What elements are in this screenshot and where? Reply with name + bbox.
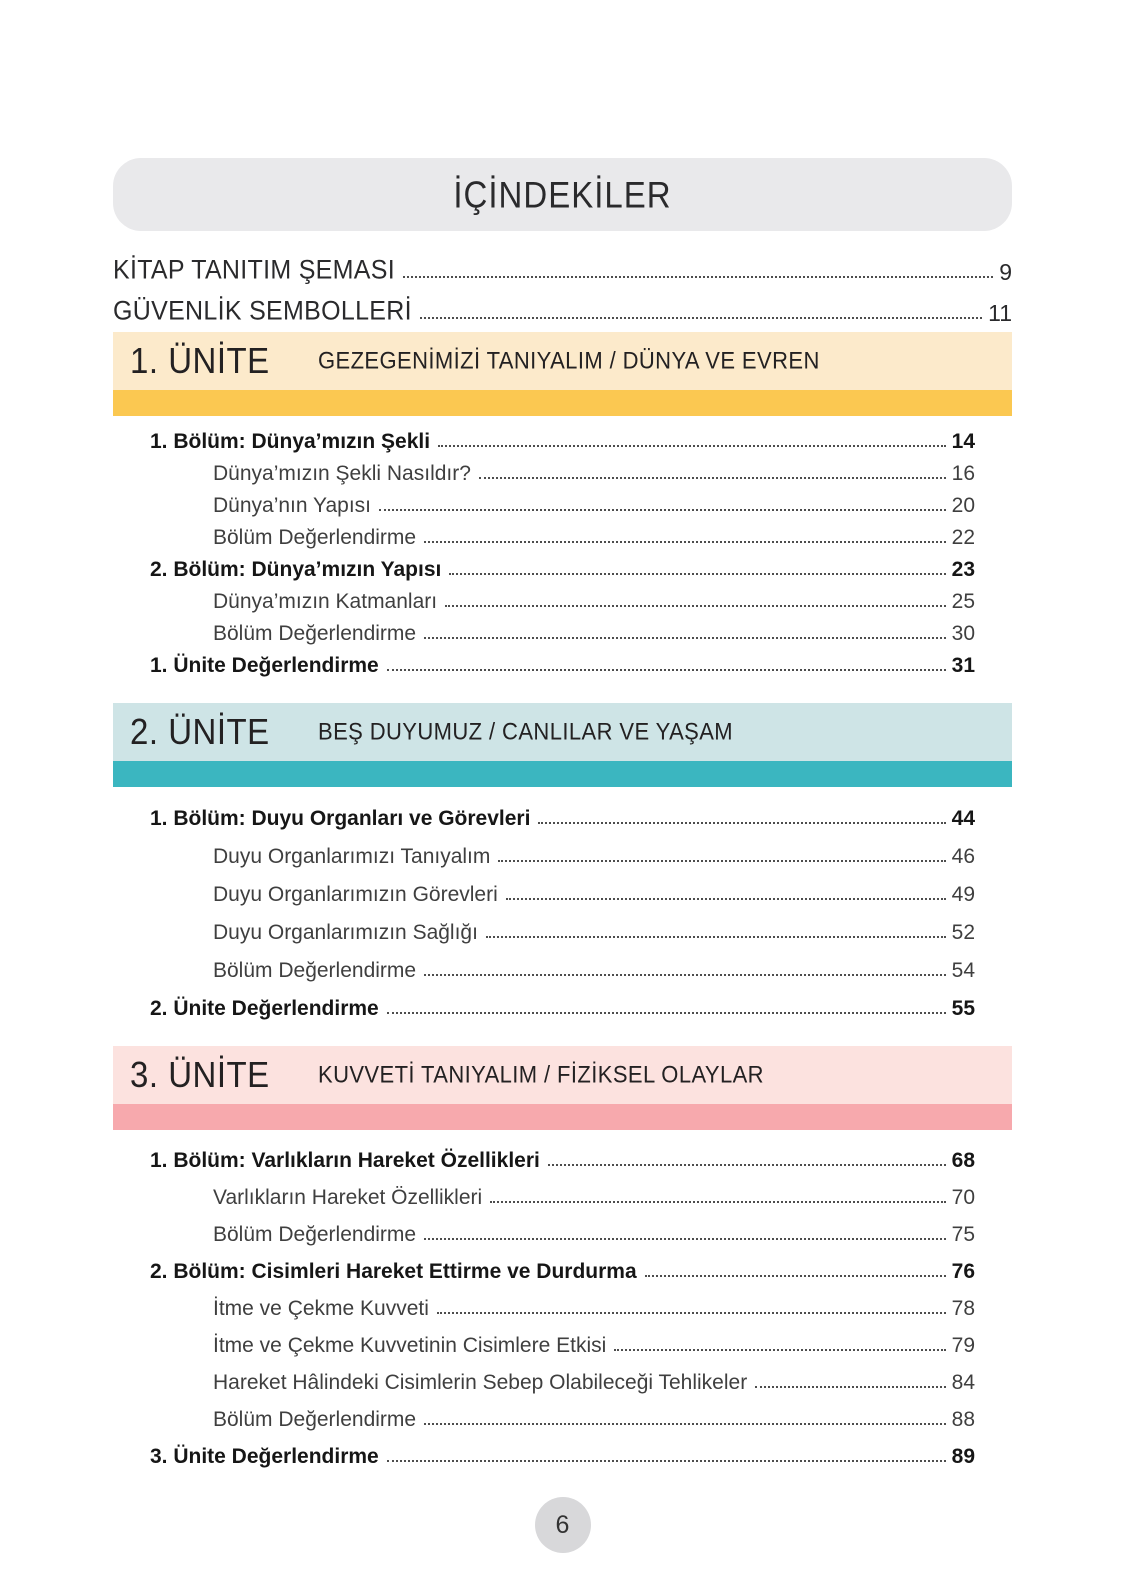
dotted-leader bbox=[420, 317, 982, 319]
unit-section bbox=[113, 703, 1012, 1021]
toc-entry-label: Dünya’mızın Katmanları bbox=[213, 589, 438, 613]
unit-number-label: 2. ÜNİTE bbox=[130, 711, 270, 752]
dotted-leader bbox=[445, 605, 946, 607]
unit-accent-bar bbox=[113, 1104, 1012, 1130]
toc-entry-row bbox=[113, 244, 1012, 285]
dotted-leader bbox=[424, 637, 946, 639]
toc-entry-row bbox=[150, 1321, 975, 1358]
dotted-leader bbox=[387, 1012, 946, 1014]
toc-entry-label: 1. Bölüm: Dünya’mızın Şekli bbox=[150, 429, 431, 453]
toc-entry-page-number: 79 bbox=[951, 1333, 975, 1357]
toc-entry-label: Dünya’mızın Şekli Nasıldır? bbox=[213, 461, 471, 485]
toc-entry-label: Hareket Hâlindeki Cisimlerin Sebep Olabileceği Tehlikeler bbox=[213, 1370, 748, 1394]
toc-entry-row bbox=[150, 831, 975, 869]
page-number-badge bbox=[535, 1497, 591, 1553]
toc-entry-label: Bölüm Değerlendirme bbox=[213, 958, 417, 982]
unit-title: BEŞ DUYUMUZ / CANLILAR VE YAŞAM bbox=[318, 717, 734, 746]
toc-entry-row bbox=[150, 614, 975, 646]
unit-number-label: 1. ÜNİTE bbox=[130, 340, 270, 381]
dotted-leader bbox=[449, 573, 945, 575]
toc-entry-page-number: 25 bbox=[951, 589, 975, 613]
dotted-leader bbox=[387, 1460, 946, 1462]
toc-entry-label: Duyu Organlarımızı Tanıyalım bbox=[213, 844, 491, 868]
unit-title: KUVVETİ TANIYALIM / FİZİKSEL OLAYLAR bbox=[318, 1060, 764, 1089]
dotted-leader bbox=[403, 276, 993, 278]
toc-entry-label: Bölüm Değerlendirme bbox=[213, 525, 417, 549]
toc-entry-label: Duyu Organlarımızın Sağlığı bbox=[213, 920, 478, 944]
toc-entry-row bbox=[113, 285, 1012, 326]
toc-entry-row bbox=[150, 1247, 975, 1284]
toc-entry-page-number: 52 bbox=[951, 920, 975, 944]
toc-entry-label: 1. Ünite Değerlendirme bbox=[150, 653, 379, 677]
dotted-leader bbox=[498, 860, 945, 862]
toc-entry-row bbox=[150, 907, 975, 945]
toc-entry-page-number: 20 bbox=[951, 493, 975, 517]
toc-entry-row bbox=[150, 1395, 975, 1432]
toc-entry-label: 2. Bölüm: Dünya’mızın Yapısı bbox=[150, 557, 442, 581]
toc-entry-page-number: 76 bbox=[951, 1259, 975, 1283]
dotted-leader bbox=[490, 1201, 945, 1203]
toc-entry-page-number: 22 bbox=[951, 525, 975, 549]
toc-entry-page-number: 44 bbox=[951, 806, 975, 830]
dotted-leader bbox=[424, 1238, 946, 1240]
toc-entry-row bbox=[150, 1432, 975, 1469]
toc-entry-page-number: 55 bbox=[951, 996, 975, 1020]
toc-entry-page-number: 84 bbox=[951, 1370, 975, 1394]
toc-entry-label: KİTAP TANITIM ŞEMASI bbox=[113, 254, 395, 285]
unit-number-label: 3. ÜNİTE bbox=[130, 1054, 270, 1095]
toc-entry-page-number: 31 bbox=[951, 653, 975, 677]
toc-entry-page-number: 23 bbox=[951, 557, 975, 581]
units-list bbox=[113, 332, 1012, 1469]
front-matter-list bbox=[113, 244, 1012, 326]
dotted-leader bbox=[479, 477, 946, 479]
unit-header-band bbox=[113, 1046, 1012, 1104]
toc-entry-row bbox=[150, 646, 975, 678]
dotted-leader bbox=[438, 445, 946, 447]
toc-entry-label: Duyu Organlarımızın Görevleri bbox=[213, 882, 498, 906]
unit-header-band bbox=[113, 703, 1012, 761]
toc-entry-label: Bölüm Değerlendirme bbox=[213, 621, 417, 645]
dotted-leader bbox=[755, 1386, 945, 1388]
toc-entry-row bbox=[150, 1136, 975, 1173]
toc-entry-label: İtme ve Çekme Kuvvetinin Cisimlere Etkisi bbox=[213, 1333, 607, 1357]
page-title: İÇİNDEKİLER bbox=[453, 173, 672, 215]
toc-entry-page-number: 70 bbox=[951, 1185, 975, 1209]
dotted-leader bbox=[379, 509, 946, 511]
dotted-leader bbox=[424, 1423, 946, 1425]
toc-entry-row bbox=[150, 454, 975, 486]
toc-entry-page-number: 54 bbox=[951, 958, 975, 982]
toc-entry-label: 3. Ünite Değerlendirme bbox=[150, 1444, 379, 1468]
unit-title: GEZEGENİMİZİ TANIYALIM / DÜNYA VE EVREN bbox=[318, 346, 820, 375]
toc-entry-page-number: 11 bbox=[988, 299, 1012, 326]
toc-entry-page-number: 89 bbox=[951, 1444, 975, 1468]
toc-entry-label: 1. Bölüm: Varlıkların Hareket Özellikleri bbox=[150, 1148, 540, 1172]
unit-entries bbox=[150, 1130, 975, 1469]
toc-entry-page-number: 75 bbox=[951, 1222, 975, 1246]
toc-entry-label: GÜVENLİK SEMBOLLERİ bbox=[113, 295, 412, 326]
toc-entry-row bbox=[150, 518, 975, 550]
toc-entry-row bbox=[150, 550, 975, 582]
toc-entry-row bbox=[150, 983, 975, 1021]
toc-entry-row bbox=[150, 793, 975, 831]
page-title-banner bbox=[113, 158, 1012, 231]
toc-entry-label: 1. Bölüm: Duyu Organları ve Görevleri bbox=[150, 806, 531, 830]
unit-accent-bar bbox=[113, 390, 1012, 416]
toc-entry-label: Bölüm Değerlendirme bbox=[213, 1222, 417, 1246]
toc-entry-row bbox=[150, 582, 975, 614]
dotted-leader bbox=[424, 974, 946, 976]
toc-entry-row bbox=[150, 1284, 975, 1321]
toc-entry-label: İtme ve Çekme Kuvveti bbox=[213, 1296, 429, 1320]
toc-entry-label: Dünya’nın Yapısı bbox=[213, 493, 371, 517]
toc-entry-row bbox=[150, 869, 975, 907]
toc-entry-label: 2. Ünite Değerlendirme bbox=[150, 996, 379, 1020]
toc-entry-page-number: 16 bbox=[951, 461, 975, 485]
unit-entries bbox=[150, 416, 975, 678]
toc-entry-page-number: 78 bbox=[951, 1296, 975, 1320]
page-number: 6 bbox=[555, 1510, 570, 1539]
dotted-leader bbox=[645, 1275, 946, 1277]
toc-entry-page-number: 14 bbox=[951, 429, 975, 453]
toc-entry-page-number: 46 bbox=[951, 844, 975, 868]
unit-header-band bbox=[113, 332, 1012, 390]
toc-entry-row bbox=[150, 1210, 975, 1247]
toc-entry-page-number: 88 bbox=[951, 1407, 975, 1431]
unit-accent-bar bbox=[113, 761, 1012, 787]
toc-entry-label: Bölüm Değerlendirme bbox=[213, 1407, 417, 1431]
toc-entry-row bbox=[150, 486, 975, 518]
dotted-leader bbox=[506, 898, 946, 900]
dotted-leader bbox=[424, 541, 946, 543]
dotted-leader bbox=[387, 669, 946, 671]
toc-entry-label: 2. Bölüm: Cisimleri Hareket Ettirme ve Durdurma bbox=[150, 1259, 637, 1283]
dotted-leader bbox=[486, 936, 946, 938]
toc-entry-page-number: 68 bbox=[951, 1148, 975, 1172]
toc-entry-row bbox=[150, 945, 975, 983]
unit-entries bbox=[150, 787, 975, 1021]
dotted-leader bbox=[538, 822, 945, 824]
dotted-leader bbox=[437, 1312, 946, 1314]
toc-entry-page-number: 49 bbox=[951, 882, 975, 906]
toc-entry-label: Varlıkların Hareket Özellikleri bbox=[213, 1185, 483, 1209]
dotted-leader bbox=[548, 1164, 946, 1166]
dotted-leader bbox=[614, 1349, 945, 1351]
toc-entry-row bbox=[150, 1173, 975, 1210]
unit-section bbox=[113, 332, 1012, 678]
toc-entry-row bbox=[150, 422, 975, 454]
toc-entry-page-number: 30 bbox=[951, 621, 975, 645]
toc-entry-page-number: 9 bbox=[999, 258, 1012, 285]
toc-entry-row bbox=[150, 1358, 975, 1395]
unit-section bbox=[113, 1046, 1012, 1469]
